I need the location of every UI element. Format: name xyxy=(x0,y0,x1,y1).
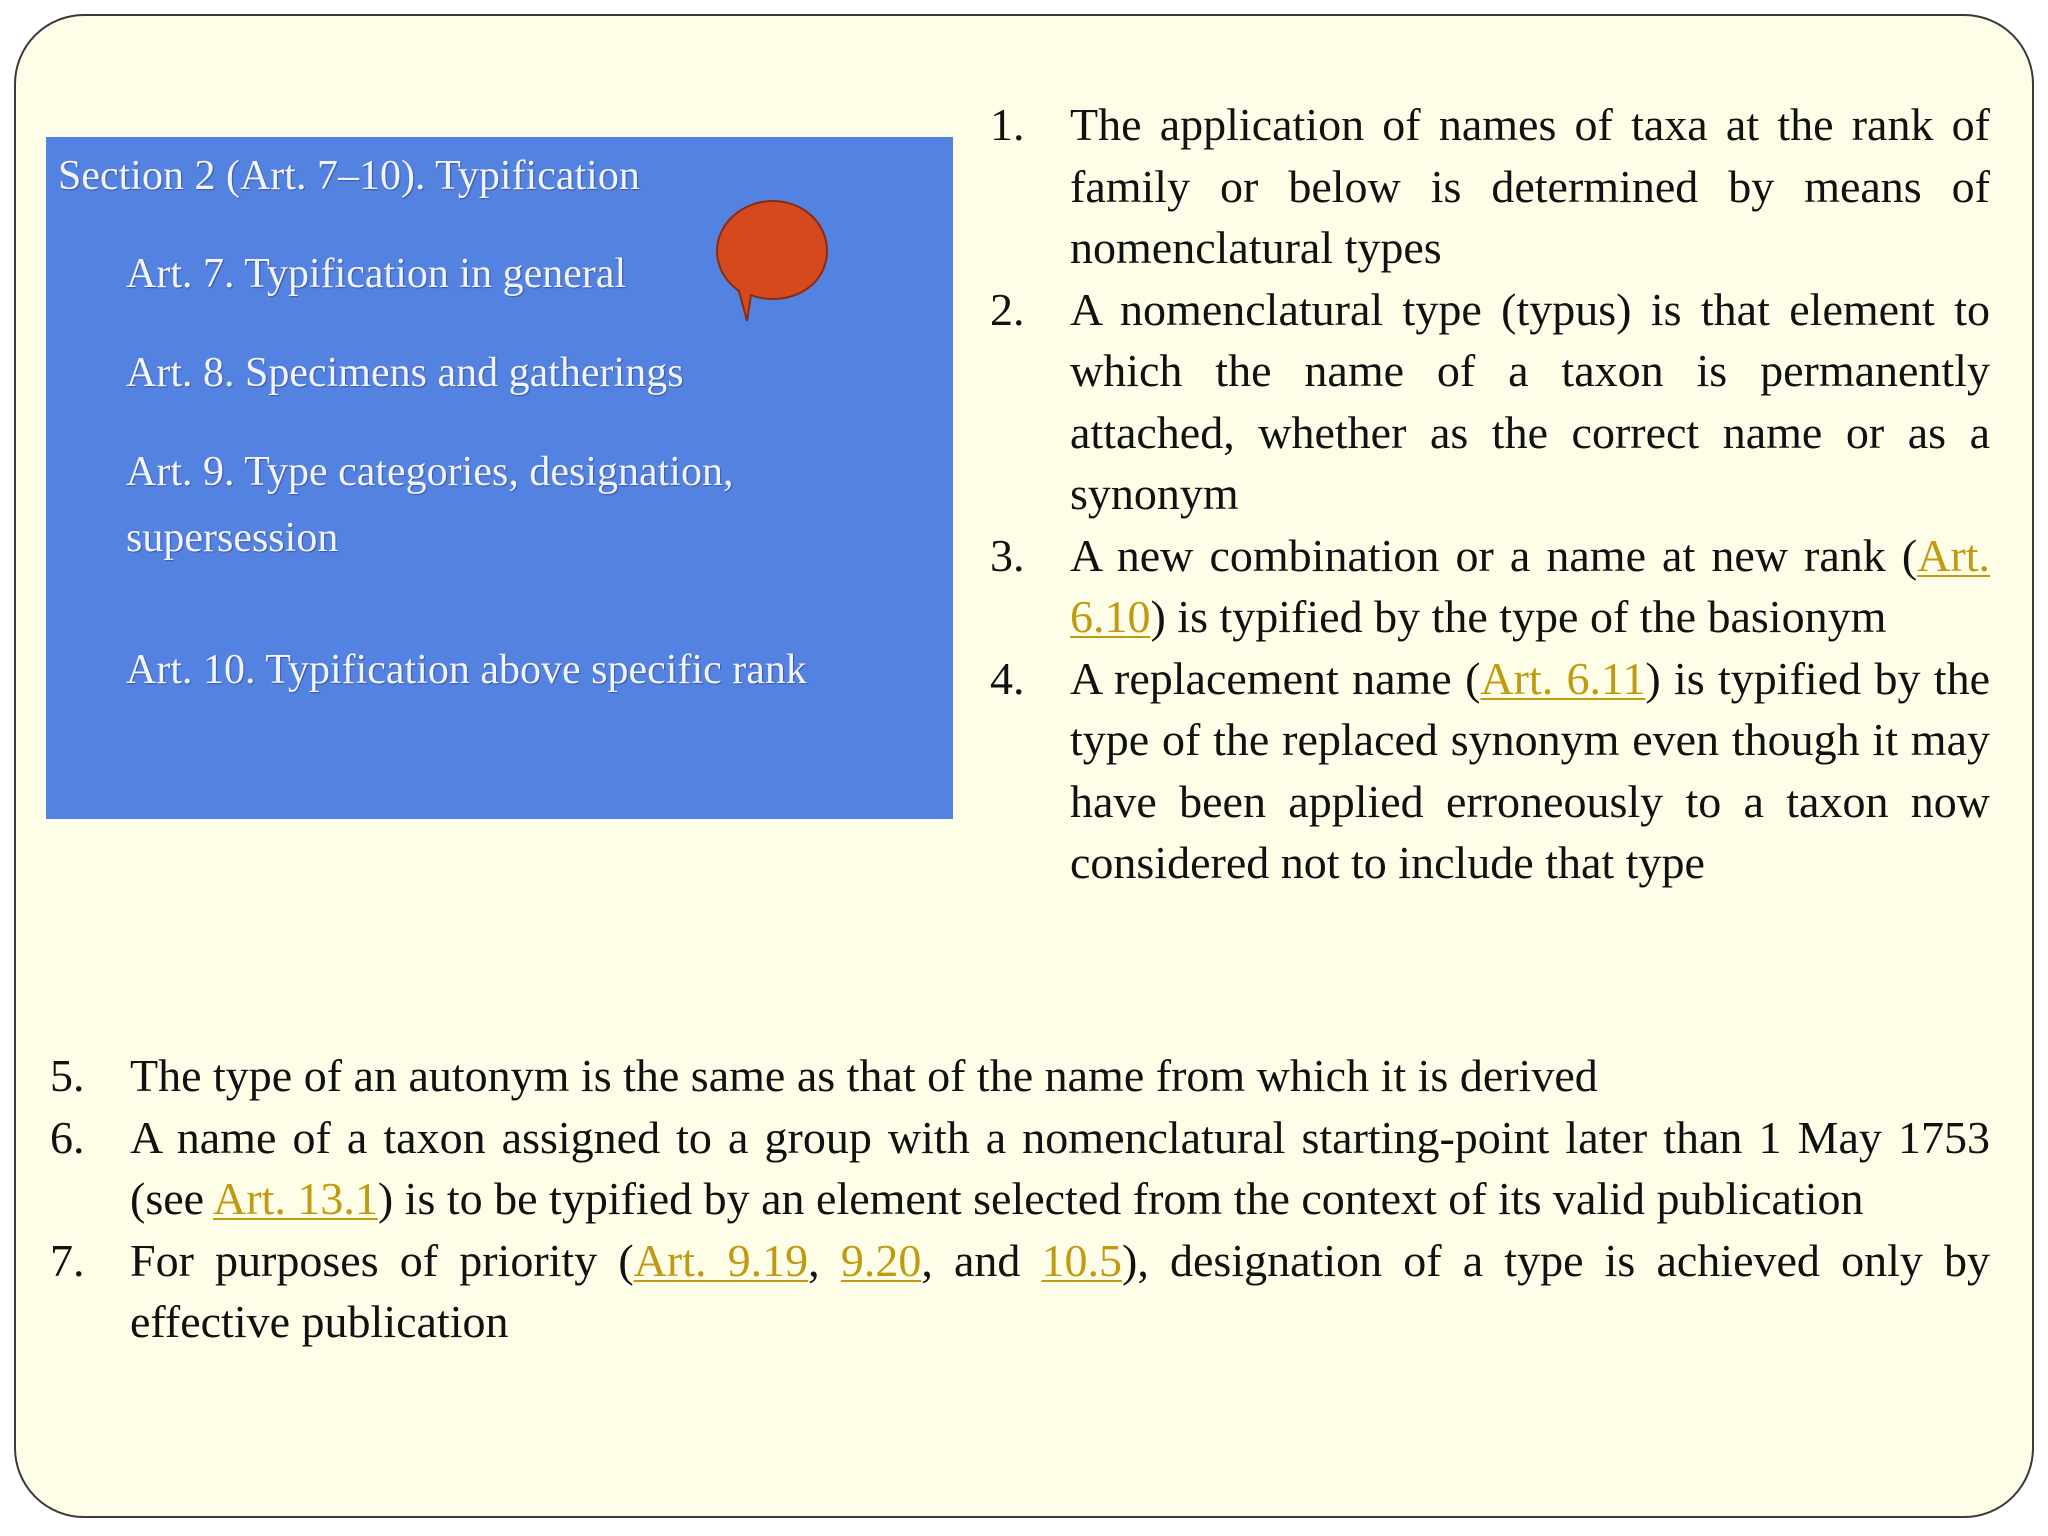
list-item xyxy=(990,525,1990,648)
item-number: 2. xyxy=(990,283,1025,335)
article-7-label: Art. 7. Typification in general xyxy=(126,251,627,297)
article-8-label: Art. 8. Specimens and gatherings xyxy=(126,350,684,396)
item-number: 7. xyxy=(50,1234,85,1286)
item-text-start: For purposes of priority ( xyxy=(130,1234,634,1286)
list-item xyxy=(990,94,1990,279)
article-10-label: Art. 10. Typification above specific rank xyxy=(126,647,807,693)
list-item xyxy=(50,1045,1990,1107)
item-text: The application of names of taxa at the rank of family or below is determined by means of nomenclatural types xyxy=(1070,99,1990,273)
art-9-20-link[interactable]: 9.20 xyxy=(840,1234,922,1286)
list-item xyxy=(50,1230,1990,1353)
list-item xyxy=(50,1107,1990,1230)
item-text-start: A new combination or a name at new rank ( xyxy=(1070,529,1918,581)
item-text-start: A name of a taxon assigned to a group with a nomenclatural starting-point later than 1 May 1753 (see xyxy=(130,1111,1990,1224)
item-number: 3. xyxy=(990,529,1025,581)
item-separator: , and xyxy=(921,1234,1042,1286)
item-text-start: A replacement name ( xyxy=(1070,652,1481,704)
list-item xyxy=(990,648,1990,894)
item-text: A nomenclatural type (typus) is that element to which the name of a taxon is permanently attached, whether as the correct name or as a synonym xyxy=(1070,283,1990,519)
art-9-19-link[interactable]: Art. 9.19 xyxy=(633,1234,809,1286)
art-6-11-link[interactable]: Art. 6.11 xyxy=(1480,652,1646,704)
table-of-contents-box xyxy=(46,137,953,819)
list-item xyxy=(990,279,1990,525)
item-number: 1. xyxy=(990,99,1025,150)
art-13-1-link[interactable]: Art. 13.1 xyxy=(213,1173,378,1224)
item-number: 6. xyxy=(50,1111,85,1163)
speech-bubble-icon xyxy=(711,197,835,321)
item-text: The type of an autonym is the same as that of the name from which it is derived xyxy=(130,1050,1598,1101)
item-text-end: ) is to be typified by an element selected from the context of its valid publication xyxy=(377,1173,1864,1224)
article-9-label: Art. 9. Type categories, designation, xyxy=(126,449,734,495)
item-separator: , xyxy=(808,1234,841,1286)
section-heading: Section 2 (Art. 7–10). Typification xyxy=(58,153,640,199)
item-text-end: ) is typified by the type of the basionym xyxy=(1150,591,1887,642)
item-text-end: ), designation of a type is achieved only by effective publication xyxy=(130,1234,1991,1347)
item-number: 5. xyxy=(50,1050,85,1101)
item-number: 4. xyxy=(990,652,1025,704)
numbered-list-bottom xyxy=(50,1045,1990,1353)
numbered-list-right xyxy=(990,94,1990,894)
art-10-5-link[interactable]: 10.5 xyxy=(1041,1234,1123,1286)
slide xyxy=(14,14,2034,1518)
article-9-label-continued: supersession xyxy=(126,515,339,561)
art-6-10-link[interactable]: Art. 6.10 xyxy=(1070,529,1990,642)
item-text-end: ) is typified by the type of the replaced synonym even though it may have been applied erroneously to a taxon now considered not to include that type xyxy=(1070,652,1990,888)
